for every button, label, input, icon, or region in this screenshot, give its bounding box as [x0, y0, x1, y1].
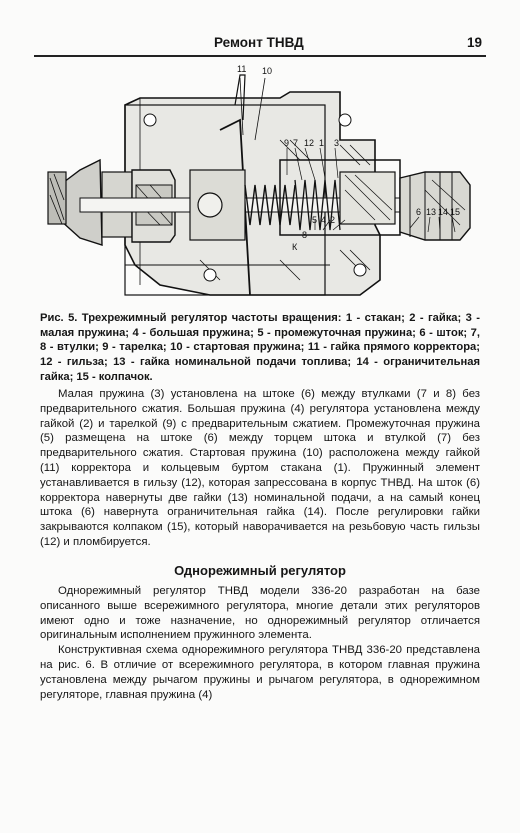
- page-number: 19: [466, 35, 482, 50]
- label-14: 14: [438, 207, 449, 217]
- label-12: 12: [304, 138, 315, 148]
- label-1: 1: [319, 138, 325, 148]
- label-8: 8: [302, 230, 308, 240]
- label-4: 4: [321, 215, 327, 225]
- paragraph: Малая пружина (3) установлена на штоке (6) между втулками (7 и 8) без предварительного сжатия. Большая пружина (4) регулятора установлена между гайкой (2) и тарелкой (9) с предварительным сжатием. Промежуточная пружина (5) размещена на штоке (6) между торцем штока и втулкой (7) без предварительного сжатия. Стартовая пружина (10) расположена между гайкой (11) корректора и кольцевым буртом стакана (1). Пружинный элемент устанавливается в гильзу (12), которая запрессована в корпус ТНВД. На шток (6) корректора навернуты две гайки (13) номинальной подачи, а на самый конец штока (6) навернута ограничительная гайка (14). После регулировки гайки закрываются колпаком (15), который наворачивается на резьбовую часть гильзы (12) и пломбируется.: [40, 388, 480, 548]
- label-15: 15: [450, 207, 461, 217]
- page-header: [34, 33, 486, 57]
- label-9: 9: [284, 138, 290, 148]
- label-7: 7: [293, 138, 299, 148]
- regulator-drawing: [40, 60, 480, 305]
- label-6: 6: [416, 207, 422, 217]
- section-heading: Однорежимный регулятор: [174, 563, 346, 578]
- section-text: [40, 584, 480, 702]
- paragraph: Конструктивная схема однорежимного регулятора ТНВД 336-20 представлена на рис. 6. В отличие от всережимного регулятора, в котором главная пружина установлена между рычагом пружины и рычагом регулятора, в однорежимном регуляторе, главная пружина (4): [40, 644, 480, 701]
- label-10: 10: [262, 66, 273, 76]
- label-3: 3: [334, 138, 340, 148]
- label-11: 11: [237, 64, 247, 74]
- body-text: [40, 387, 480, 550]
- label-5: 5: [312, 215, 318, 225]
- figure-caption: Рис. 5. Трехрежимный регулятор частоты вращения: 1 - стакан; 2 - гайка; 3 - малая пружина; 4 - большая пружина; 5 - промежуточная пружина; 6 - шток; 7, 8 - втулки; 9 - тарелка; 10 - стартовая пружина; 11 - гайка прямого корректора; 12 - гильза; 13 - гайка номинальной подачи топлива; 14 - ограничительная гайка; 15 - колпачок.: [40, 312, 480, 383]
- label-13: 13: [426, 207, 437, 217]
- label-k: К: [292, 242, 298, 252]
- running-title: Ремонт ТНВД: [214, 35, 304, 50]
- paragraph: Однорежимный регулятор ТНВД модели 336-20 разработан на базе описанного выше всережимного регулятора, многие детали этих регуляторов имеют одно и тоже назначение, но однорежимный регулятор отличается оригинальным исполнением пружинного элемента.: [40, 585, 480, 642]
- label-2: 2: [330, 215, 336, 225]
